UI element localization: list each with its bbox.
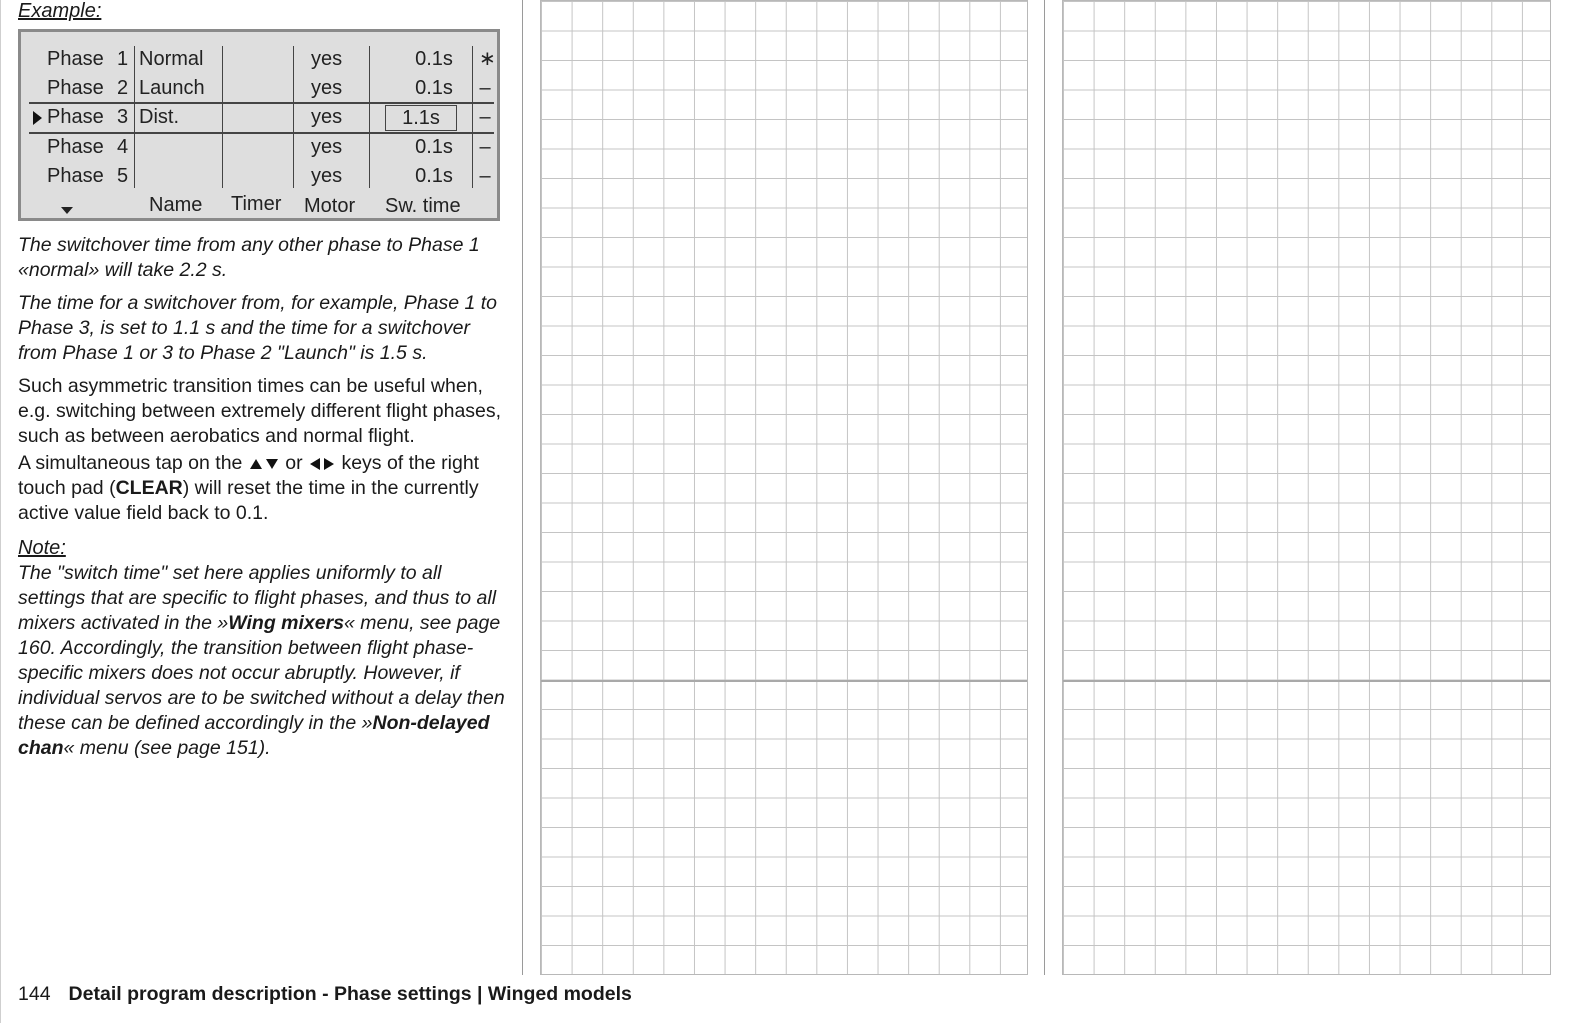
grid-section-line xyxy=(1063,680,1550,682)
clear-text-start: A simultaneous tap on the xyxy=(18,452,243,474)
paragraph-switchover-normal: The switchover time from any other phase to Phase 1 «normal» will take 2.2 s. xyxy=(18,234,480,281)
phase-marker: – xyxy=(479,77,491,99)
clear-text-end: ) will reset the time in the currently active value field back to 0.1. xyxy=(18,477,479,524)
clear-text-mid: keys of the right touch pad ( xyxy=(18,452,480,499)
screen-row-5 xyxy=(21,162,497,191)
column-divider xyxy=(134,46,135,188)
timer-column-label[interactable]: Timer xyxy=(231,193,282,215)
row-cursor-icon xyxy=(33,111,42,125)
paragraph-asymmetric: Such asymmetric transition times can be useful when, e.g. switching between extremely different flight phases, such as between aerobatics and normal flight. xyxy=(18,375,502,447)
column-divider xyxy=(369,46,370,188)
phase-marker: – xyxy=(479,165,491,187)
phase-number: 2 xyxy=(117,77,129,99)
sw-time-value: 0.1s xyxy=(415,136,453,158)
page-number: 144 xyxy=(18,983,51,1005)
sw-time-value: 0.1s xyxy=(415,77,453,99)
screen-row-2 xyxy=(21,74,497,103)
phase-label: Phase xyxy=(47,77,104,99)
column-divider xyxy=(472,46,473,188)
phase-number: 1 xyxy=(117,48,129,70)
note-text-1: The "switch time" set here applies uniformly to all settings that are specific to flight phases, and thus to all mixers activated in the » xyxy=(18,562,497,634)
phase-label: Phase xyxy=(47,48,104,70)
note-text-3: « menu (see page 151). xyxy=(63,737,271,759)
motor-column-label[interactable]: Motor xyxy=(304,195,356,217)
down-arrow-icon xyxy=(266,459,278,469)
scroll-down-icon[interactable] xyxy=(61,207,73,214)
page-footer xyxy=(18,982,632,1006)
phase-label: Phase xyxy=(47,136,104,158)
example-heading: Example: xyxy=(18,0,102,22)
motor-value: yes xyxy=(311,136,343,158)
column-divider xyxy=(293,46,294,188)
motor-value: yes xyxy=(311,165,343,187)
motor-value: yes xyxy=(311,48,343,70)
phase-label: Phase xyxy=(47,106,104,128)
footer-title: Detail program description - Phase settings | Winged models xyxy=(68,983,632,1005)
paragraph-switchover-example: The time for a switchover from, for example, Phase 1 to Phase 3, is set to 1.1 s and the time for a switchover from Phase 1 or 3 to Phase 2 "Launch" is 1.5 s. xyxy=(18,292,498,364)
note-paragraph xyxy=(18,561,510,761)
notes-grid-left xyxy=(540,0,1028,975)
notes-grid-right xyxy=(1062,0,1551,975)
column-divider xyxy=(222,46,223,188)
right-arrow-icon xyxy=(324,458,334,470)
wing-mixers-menu-name: Wing mixers xyxy=(228,612,345,634)
sw-time-value: 0.1s xyxy=(415,48,453,70)
note-heading: Note: xyxy=(18,537,66,559)
phase-label: Phase xyxy=(47,165,104,187)
screen-row-1 xyxy=(21,45,497,74)
motor-value: yes xyxy=(311,77,343,99)
phase-number: 5 xyxy=(117,165,129,187)
phase-marker: – xyxy=(479,106,491,128)
phase-settings-screen xyxy=(18,29,500,221)
phase-number: 4 xyxy=(117,136,129,158)
name-column-label[interactable]: Name xyxy=(149,194,203,216)
paragraph-clear xyxy=(18,451,510,526)
non-delayed-chan-menu-name: Non-delayed chan xyxy=(18,712,490,759)
sw-time-value: 0.1s xyxy=(415,165,453,187)
clear-text-or: or xyxy=(285,452,303,474)
screen-row-4 xyxy=(21,133,497,162)
note-text-2: « menu, see page 160. Accordingly, the transition between flight phase-specific mixers does not occur abruptly. However, if individual servos are to be switched without a delay then these can be defined accordingly in the » xyxy=(18,612,505,734)
left-arrow-icon xyxy=(310,458,320,470)
phase-number: 3 xyxy=(117,106,129,128)
sw-time-value-field[interactable]: 1.1s xyxy=(385,105,457,131)
motor-value: yes xyxy=(311,106,343,128)
phase-marker: – xyxy=(479,136,491,158)
column-divider-line xyxy=(522,0,523,975)
column-divider-line xyxy=(1044,0,1045,975)
phase-name: Launch xyxy=(139,77,205,99)
grid-section-line xyxy=(541,680,1027,682)
sw-time-column-label[interactable]: Sw. time xyxy=(385,195,461,217)
body-text xyxy=(18,233,510,761)
phase-name: Normal xyxy=(139,48,204,70)
page-left-edge xyxy=(0,0,1,1023)
screen-row-3-selected[interactable] xyxy=(21,103,497,132)
active-phase-marker: ∗ xyxy=(479,48,496,70)
clear-key-label: CLEAR xyxy=(115,477,183,499)
phase-name: Dist. xyxy=(139,106,179,128)
up-arrow-icon xyxy=(250,459,262,469)
